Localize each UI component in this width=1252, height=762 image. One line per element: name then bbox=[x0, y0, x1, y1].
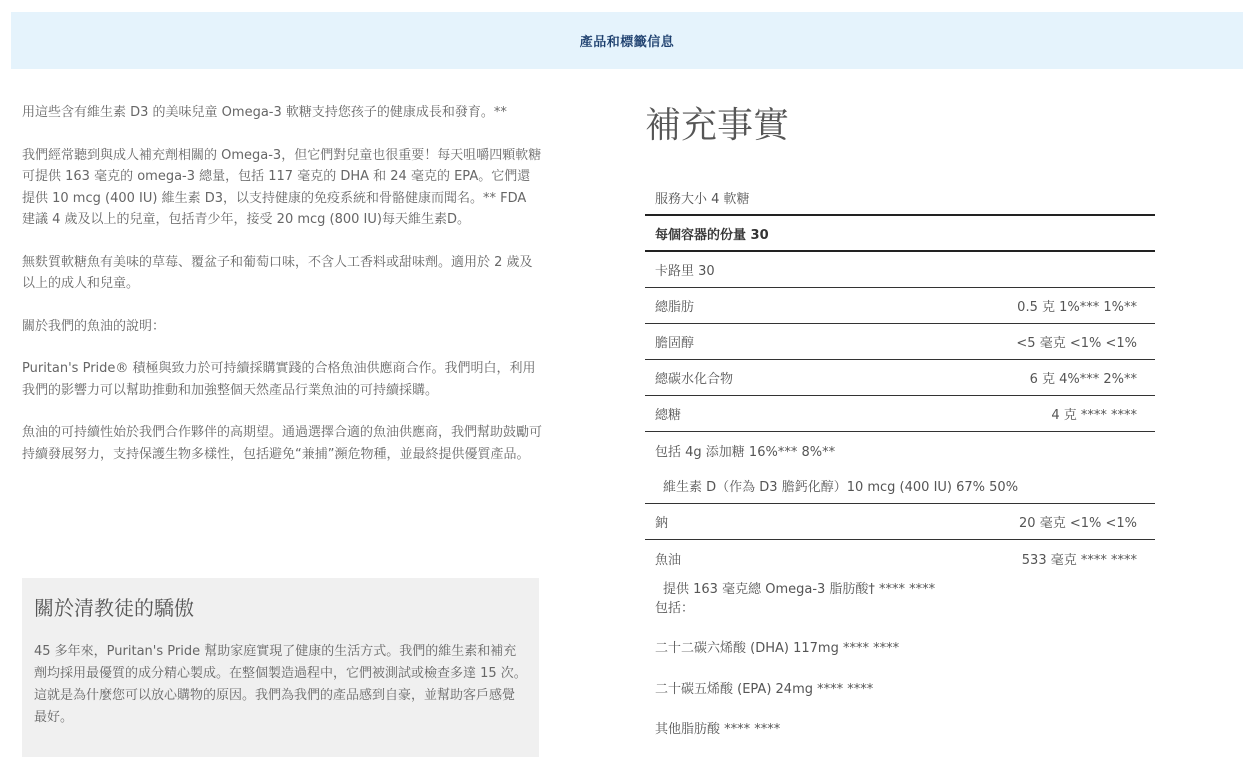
supplement-facts bbox=[645, 100, 1155, 739]
description-paragraph: 用這些含有維生素 D3 的美味兒童 Omega-3 軟糖支持您孩子的健康成長和發育。** bbox=[22, 105, 507, 120]
nutrient-label: 膽固醇 bbox=[655, 336, 695, 351]
supplement-facts-title: 補充事實 bbox=[645, 105, 790, 146]
vitamin-d: 維生素 D（作為 D3 膽鈣化醇）10 mcg (400 IU) 67% 50% bbox=[663, 480, 1019, 495]
calories: 卡路里 30 bbox=[655, 264, 715, 279]
sodium-value: 20 毫克 <1% <1% bbox=[1019, 516, 1137, 531]
omega3-line: 提供 163 毫克總 Omega-3 脂肪酸† **** **** bbox=[663, 582, 936, 597]
nutrient-label: 總脂肪 bbox=[655, 300, 695, 315]
description-paragraph: 魚油的可持續性始於我們合作夥伴的高期望。通過選擇合適的魚油供應商，我們幫助鼓勵可持續發展努力，支持保護生物多樣性，包括避免“兼捕”瀕危物種，並最終提供優質產品。 bbox=[22, 425, 543, 462]
description-paragraph: 我們經常聽到與成人補充劑相關的 Omega-3，但它們對兒童也很重要！每天咀嚼四顆軟糖可提供 163 毫克的 omega-3 總量，包括 117 毫克的 DHA 和 24 毫克的 EPA。它們還提供 10 mcg (400 IU) 維生素 D3，以支持健康的免疫系統和骨骼健康而聞名。** FDA 建議 4 歲及以上的兒童，包括青少年，接受 20 mcg (800 IU)每天維生素D。 bbox=[22, 147, 542, 227]
nutrient-value: <5 毫克 <1% <1% bbox=[1016, 336, 1137, 351]
about-text: 45 多年來，Puritan's Pride 幫助家庭實現了健康的生活方式。我們的維生素和補充劑均採用最優質的成分精心製成。在整個製造過程中，它們被測試或檢查多達 15 次。這就是為什麼您可以放心購物的原因。我們為我們的產品感到自豪，並幫助客戶感覺最好。 bbox=[34, 644, 527, 725]
product-description bbox=[22, 102, 542, 486]
added-sugar: 包括 4g 添加糖 16%*** 8%** bbox=[655, 444, 836, 460]
nutrient-row bbox=[645, 360, 1155, 396]
description-paragraph: 無麩質軟糖魚有美味的草莓、覆盆子和葡萄口味，不含人工香料或甜味劑。適用於 2 歲及以上的成人和兒童。 bbox=[22, 254, 533, 291]
dha-line: 二十二碳六烯酸 (DHA) 117mg **** **** bbox=[655, 641, 900, 656]
sodium-row bbox=[645, 504, 1155, 540]
servings-per-container: 每個容器的份量 30 bbox=[655, 227, 769, 243]
serving-size-row bbox=[645, 180, 1155, 216]
tab-title[interactable]: 產品和標籤信息 bbox=[579, 35, 675, 50]
added-sugar-row bbox=[645, 432, 1155, 468]
product-label-tab[interactable] bbox=[11, 12, 1243, 69]
fish-oil-label: 魚油 bbox=[655, 552, 682, 568]
other-fatty-acids-line: 其他脂肪酸 **** **** bbox=[655, 722, 781, 737]
epa-line: 二十碳五烯酸 (EPA) 24mg **** **** bbox=[655, 682, 874, 697]
vitamin-d-row bbox=[645, 468, 1155, 504]
about-heading: 關於清教徒的驕傲 bbox=[34, 596, 194, 620]
about-panel bbox=[22, 578, 539, 757]
fish-oil-value: 533 毫克 **** **** bbox=[1021, 552, 1137, 568]
nutrient-value: 6 克 4%*** 2%** bbox=[1029, 372, 1137, 387]
nutrient-label: 總碳水化合物 bbox=[655, 372, 734, 387]
calories-row bbox=[645, 252, 1155, 288]
description-paragraph: 關於我們的魚油的說明： bbox=[22, 318, 166, 334]
sodium-label: 鈉 bbox=[655, 516, 669, 531]
serving-size: 服務大小 4 軟糖 bbox=[655, 191, 750, 207]
nutrient-label: 總糖 bbox=[655, 408, 682, 423]
nutrient-row bbox=[645, 324, 1155, 360]
description-paragraph: Puritan's Pride® 積極與致力於可持續採購實踐的合格魚油供應商合作。我們明白，利用我們的影響力可以幫助推動和加強整個天然產品行業魚油的可持續採購。 bbox=[22, 361, 536, 398]
nutrient-row bbox=[645, 396, 1155, 432]
nutrient-value: 0.5 克 1%*** 1%** bbox=[1017, 300, 1137, 315]
nutrient-row bbox=[645, 288, 1155, 324]
fish-oil-row bbox=[645, 540, 1155, 576]
includes-label: 包括： bbox=[655, 601, 695, 616]
servings-per-container-row bbox=[645, 216, 1155, 252]
nutrient-value: 4 克 **** **** bbox=[1051, 408, 1137, 423]
